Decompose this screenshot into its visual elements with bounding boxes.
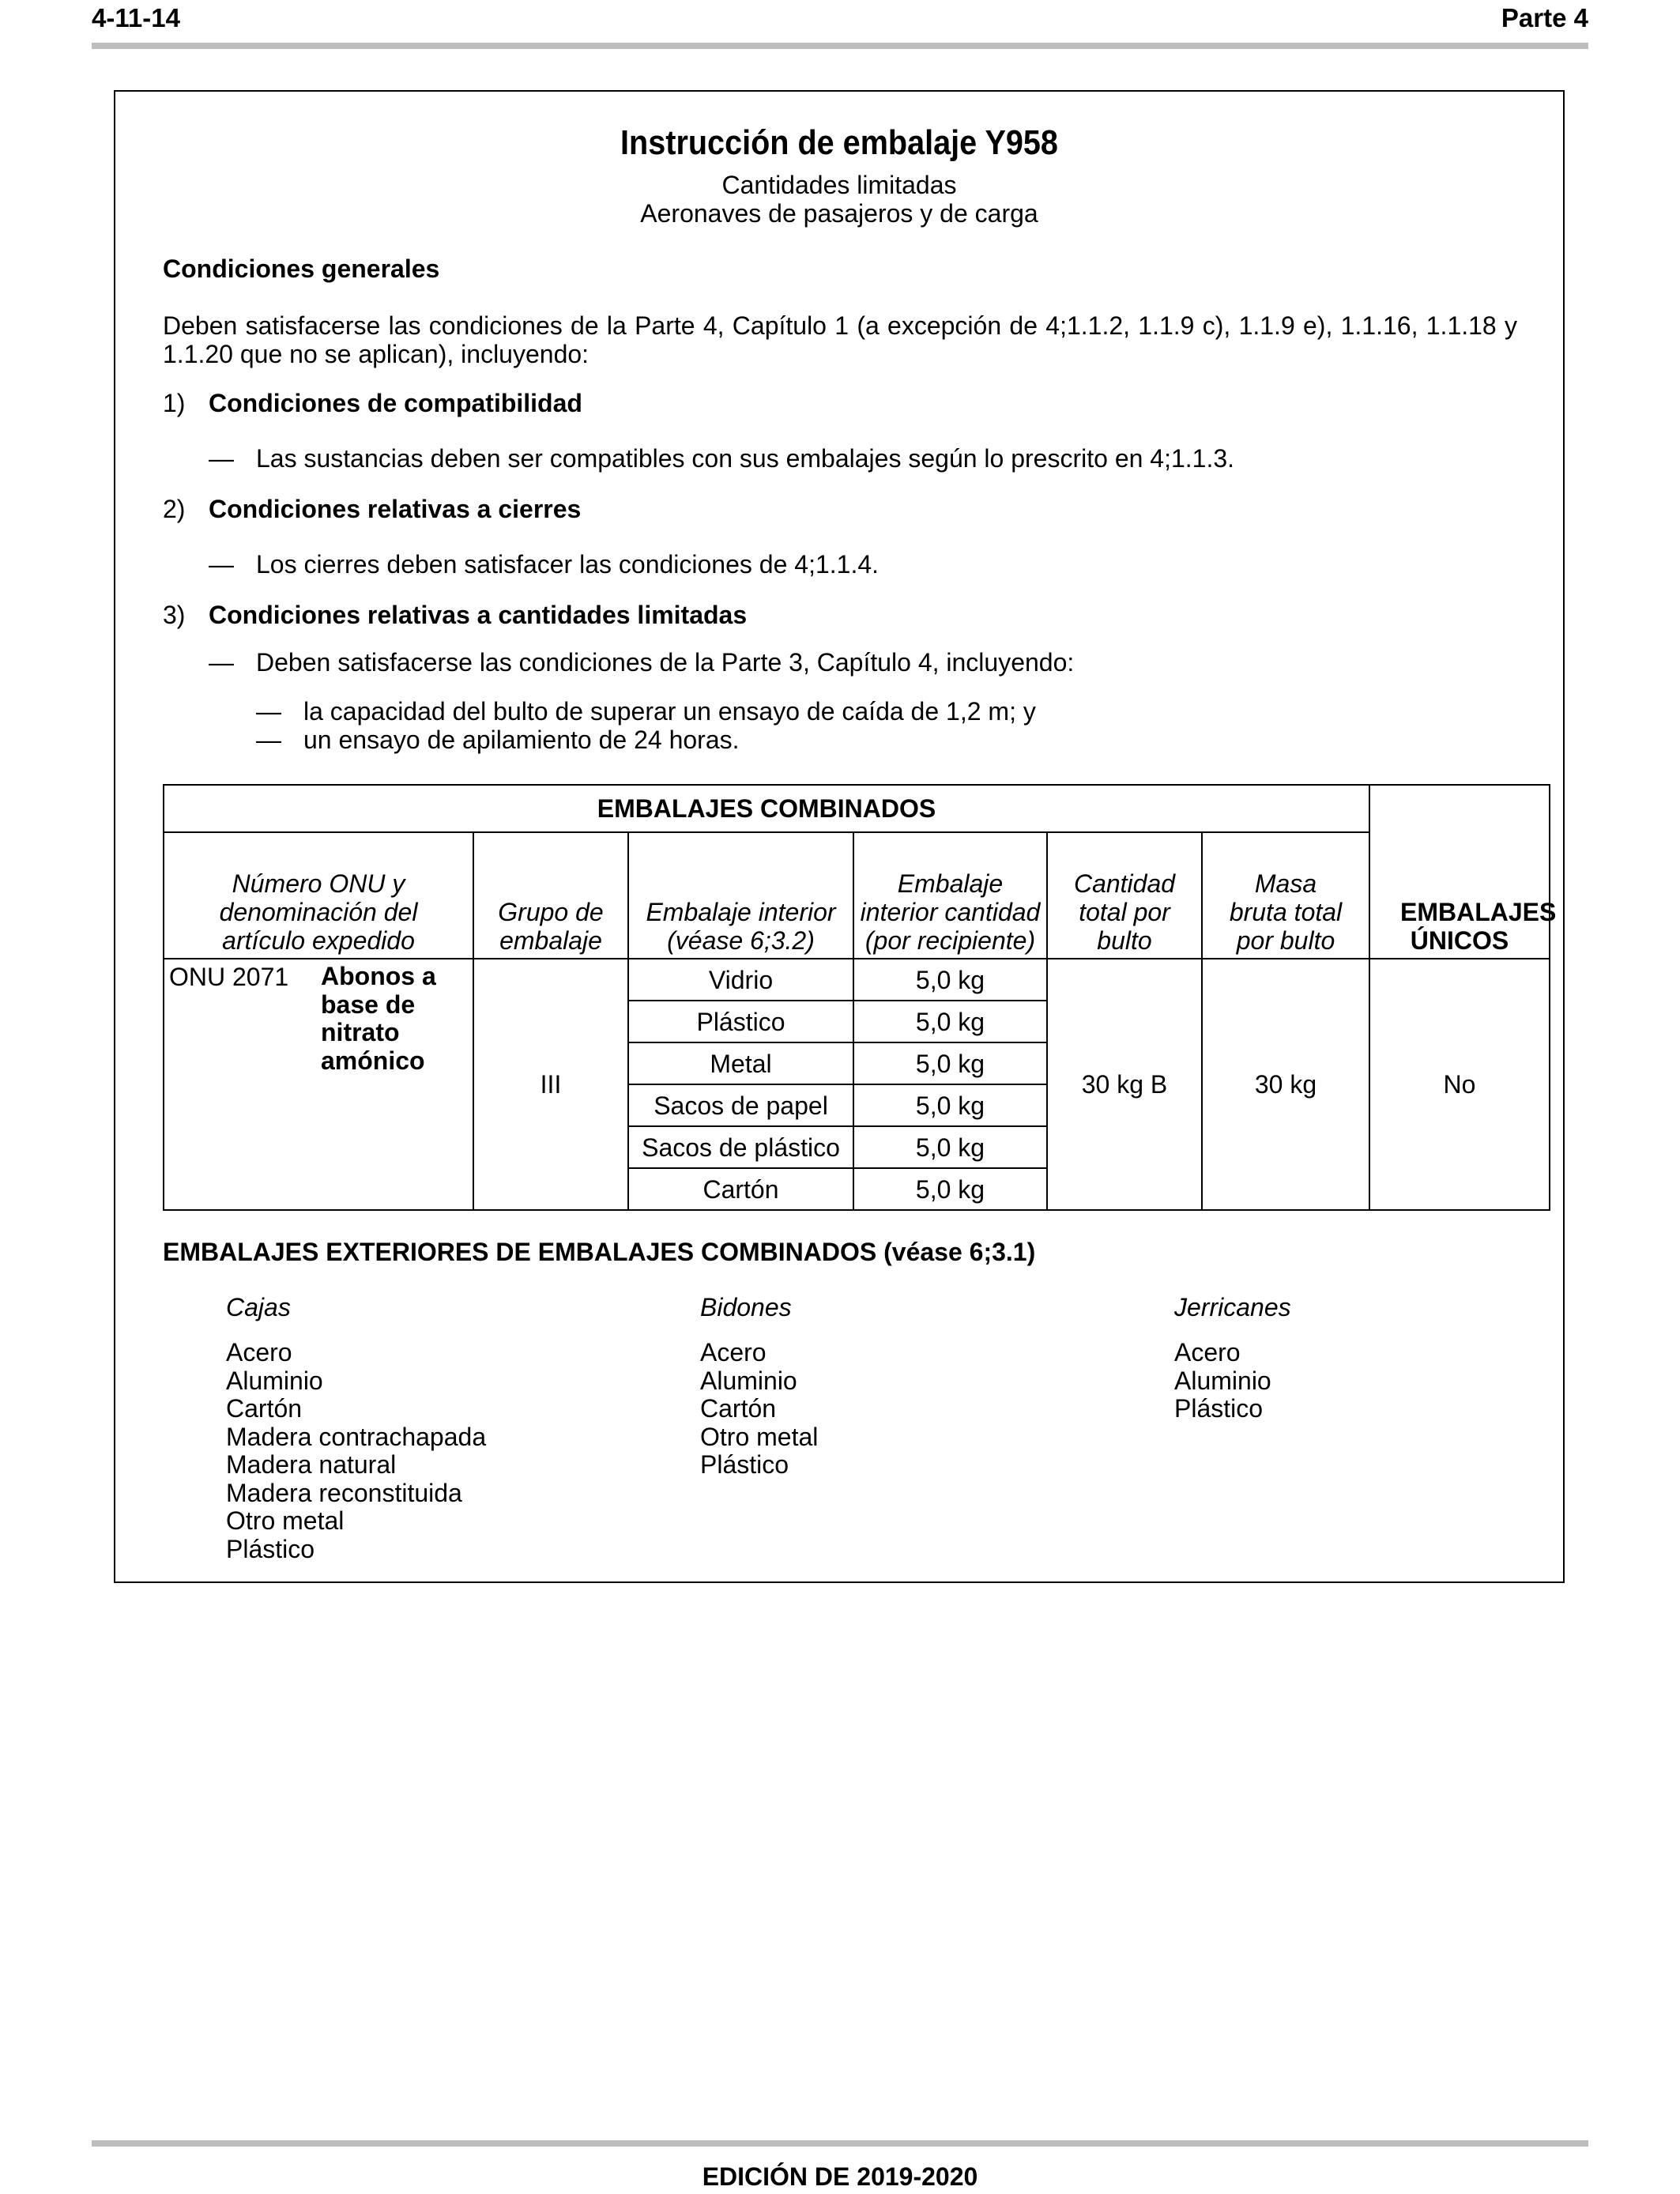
edition-footer: EDICIÓN DE 2019-2020	[702, 2162, 978, 2191]
condition-text: Los cierres deben satisfacer las condiciones de 4;1.1.4.	[256, 550, 880, 579]
subitem-text: un ensayo de apilamiento de 24 horas.	[303, 726, 740, 754]
list-item: Cartón	[226, 1394, 303, 1423]
list-item: Acero	[1174, 1338, 1241, 1367]
inner-type: Vidrio	[628, 959, 853, 1001]
total-quantity-header: Cantidad total por bulto	[1047, 832, 1202, 959]
list-item: Acero	[700, 1338, 767, 1367]
condition-number: 2)	[163, 495, 186, 523]
cajas-title: Cajas	[226, 1293, 291, 1321]
un-entry	[164, 959, 473, 1210]
part-label: Parte 4	[1501, 3, 1588, 32]
list-item: Cartón	[700, 1394, 777, 1423]
condition-number: 3)	[163, 601, 186, 629]
un-name: Abonos a base de nitrato amónico	[321, 962, 436, 1075]
inner-quantity-header: Embalaje interior cantidad (por recipiente)	[853, 832, 1047, 959]
inner-qty: 5,0 kg	[853, 959, 1047, 1001]
packing-group-header: Grupo de embalaje	[473, 832, 628, 959]
footer-rule	[92, 2140, 1588, 2147]
inner-type: Plástico	[628, 1001, 853, 1042]
dash-bullet: —	[256, 726, 281, 754]
condition-text: Las sustancias deben ser compatibles con sus embalajes según lo prescrito en 4;1.1.3.	[256, 444, 1235, 473]
total-quantity: 30 kg B	[1047, 959, 1202, 1210]
list-item: Madera reconstituida	[226, 1478, 462, 1507]
instruction-box	[114, 90, 1565, 1583]
instruction-title: Instrucción de embalaje Y958	[620, 123, 1058, 162]
list-item: Acero	[226, 1338, 292, 1367]
general-conditions-heading: Condiciones generales	[163, 254, 440, 283]
subtitle-aircraft: Aeronaves de pasajeros y de carga	[640, 199, 1038, 228]
inner-type: Sacos de plástico	[628, 1126, 853, 1168]
list-item: Aluminio	[226, 1366, 323, 1395]
jerricanes-title: Jerricanes	[1174, 1293, 1291, 1321]
inner-type: Sacos de papel	[628, 1084, 853, 1126]
list-item: Plástico	[1174, 1394, 1264, 1423]
list-item: Aluminio	[1174, 1366, 1271, 1395]
packing-table	[163, 784, 1557, 1211]
gross-mass-header: Masa bruta total por bulto	[1202, 832, 1369, 959]
inner-qty: 5,0 kg	[853, 1168, 1047, 1210]
header-rule	[92, 43, 1588, 49]
outer-packagings-heading: EMBALAJES EXTERIORES DE EMBALAJES COMBINADOS (véase 6;3.1)	[163, 1238, 1036, 1266]
condition-text: Deben satisfacerse las condiciones de la Parte 3, Capítulo 4, incluyendo:	[256, 648, 1075, 677]
un-number: ONU 2071	[169, 963, 289, 991]
un-number-header: Número ONU y denominación del artículo expedido	[164, 832, 473, 959]
list-item: Otro metal	[700, 1422, 819, 1451]
condition-heading: Condiciones de compatibilidad	[209, 389, 582, 417]
dash-bullet: —	[209, 550, 234, 579]
condition-heading: Condiciones relativas a cantidades limitadas	[209, 601, 748, 629]
inner-type: Cartón	[628, 1168, 853, 1210]
list-item: Otro metal	[226, 1506, 345, 1535]
list-item: Plástico	[700, 1450, 789, 1479]
condition-number: 1)	[163, 389, 186, 417]
list-item: Madera contrachapada	[226, 1422, 487, 1451]
list-item: Aluminio	[700, 1366, 797, 1395]
dash-bullet: —	[209, 648, 234, 677]
subtitle-limited-quantities: Cantidades limitadas	[721, 171, 957, 199]
bidones-title: Bidones	[700, 1293, 792, 1321]
list-item: Madera natural	[226, 1450, 397, 1479]
inner-packaging-header: Embalaje interior (véase 6;3.2)	[628, 832, 853, 959]
combined-packagings-header: EMBALAJES COMBINADOS	[164, 785, 1369, 832]
jerricanes-list	[1174, 1339, 1271, 1423]
inner-type: Metal	[628, 1042, 853, 1084]
dash-bullet: —	[256, 697, 281, 726]
page-number: 4-11-14	[92, 3, 180, 32]
gross-mass: 30 kg	[1202, 959, 1369, 1210]
inner-qty: 5,0 kg	[853, 1042, 1047, 1084]
general-conditions-text: Deben satisfacerse las condiciones de la Parte 4, Capítulo 1 (a excepción de 4;1.1.2, 1.1.9 c), 1.1.9 e), 1.1.16, 1.1.18 y 1.1.20 que no se aplican), incluyendo:	[163, 311, 1517, 368]
inner-qty: 5,0 kg	[853, 1126, 1047, 1168]
inner-qty: 5,0 kg	[853, 1084, 1047, 1126]
bidones-list	[700, 1339, 818, 1480]
packing-group: III	[473, 959, 628, 1210]
cajas-list	[226, 1339, 486, 1563]
list-item: Plástico	[226, 1534, 315, 1563]
single-packagings: No	[1369, 959, 1550, 1210]
subitem-text: la capacidad del bulto de superar un ensayo de caída de 1,2 m; y	[303, 697, 1036, 726]
condition-heading: Condiciones relativas a cierres	[209, 495, 582, 523]
single-packagings-header: EMBALAJES ÚNICOS	[1369, 785, 1550, 959]
inner-qty: 5,0 kg	[853, 1001, 1047, 1042]
dash-bullet: —	[209, 444, 234, 473]
